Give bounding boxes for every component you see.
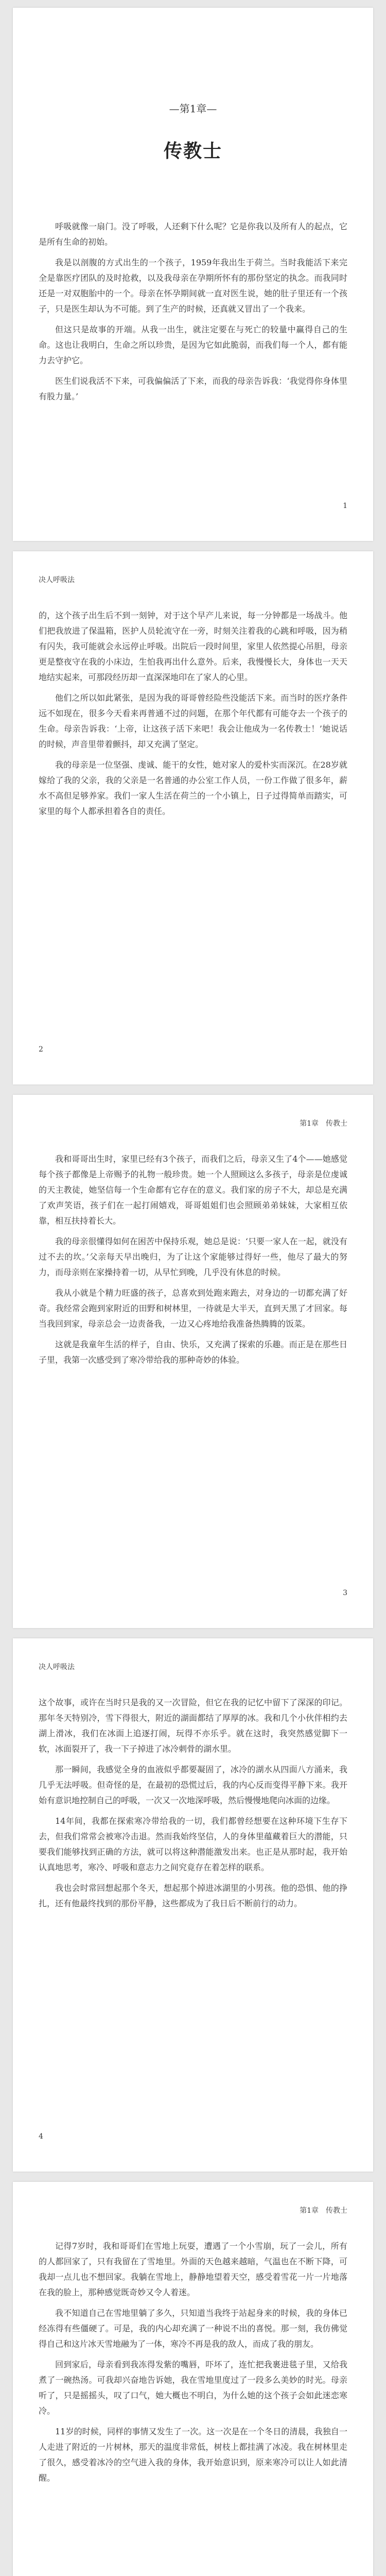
paragraph: 我和哥哥出生时，家里已经有3个孩子，而我们之后，母亲又生了4个——她感觉每个孩子都像是上帝赐予的礼物一般珍贵。她一个人照顾这么多孩子，母亲是位虔诚的天主教徒，她坚信每一个生命都有它存在的意义。我们家的房子不大，却总是充满了欢声笑语，孩子们在一起打闹嬉戏，哥哥姐姐们也会照顾弟弟妹妹，大家相互依靠，相互扶持着长大。 (39, 1154, 347, 1226)
paragraph: 我的母亲是一位坚强、虔诚、能干的女性，她对家人的爱朴实而深沉。在28岁就嫁给了我的父亲，我的父亲是一名普通的办公室工作人员，一份工作做了很多年，薪水不高但足够养家。我们一家人生活在荷兰的一个小镇上，日子过得简单而踏实，可家里的每个人都承担着各自的责任。 (39, 760, 347, 816)
paragraph: 那一瞬间，我感觉全身的血液似乎都要凝固了，冰冷的湖水从四面八方涌来，我几乎无法呼吸。但奇怪的是，在最初的恐慌过后，我的内心反而变得平静下来。我开始有意识地控制自己的呼吸，一次又一次地深呼吸，然后慢慢地爬向冰面的边缘。 (39, 1765, 347, 1805)
paragraph: 我不知道自己在雪地里躺了多久，只知道当我终于站起身来的时候，我的身体已经冻得有些僵硬了。可是，我的内心却充满了一种说不出的喜悦。那一刻，我仿佛觉得自己和这片冰天雪地融为了一体，寒冷不再是我的敌人，而成了我的朋友。 (39, 2308, 347, 2349)
page-5 (13, 2182, 373, 2576)
page-body (39, 219, 347, 404)
page-2 (13, 551, 373, 1084)
paragraph: 11岁的时候，同样的事情又发生了一次。这一次是在一个冬日的清晨，我独自一人走进了附近的一片树林，那天的温度非常低，树枝上都挂满了冰凌。我在树林里走了很久，感受着冰冷的空气进入我的身体，我开始意识到，原来寒冷可以让人如此清醒。 (39, 2427, 347, 2483)
paragraph: 这个故事，或许在当时只是我的又一次冒险，但它在我的记忆中留下了深深的印记。那年冬天特别冷，雪下得很大，附近的湖面都结了厚厚的冰。我和几个小伙伴相约去湖上滑冰，我们在冰面上追逐打闹，玩得不亦乐乎。就在这时，我突然感觉脚下一软，冰面裂开了，我一下子掉进了冰冷刺骨的湖水里。 (39, 1698, 347, 1754)
page-body (39, 608, 347, 819)
page-3 (13, 1095, 373, 1628)
page-number: 4 (39, 2132, 43, 2141)
running-head-chapter: 第1章 传教士 (300, 1120, 347, 1128)
paragraph: 这就是我童年生活的样子，自由、快乐，又充满了探索的乐趣。而正是在那些日子里，我第一次感受到了寒冷带给我的那种奇妙的体验。 (39, 1340, 347, 1365)
page-1 (13, 8, 373, 541)
running-head-book-title: 决人呼吸法 (39, 1663, 75, 1671)
paragraph: 的，这个孩子出生后不到一刻钟，对于这个早产儿来说，每一分钟都是一场战斗。他们把我放进了保温箱，医护人员轮流守在一旁，时刻关注着我的心跳和呼吸，因为稍有闪失，我可能就会永远停止呼吸。出院后一段时间里，家里人依然提心吊胆，母亲更是整夜守在我的小床边，生怕我再出什么意外。后来，我慢慢长大，身体也一天天地结实起来，可那段经历却一直深深地印在了家人的心里。 (39, 611, 347, 682)
paragraph: 14年间，我都在探索寒冷带给我的一切，我们都曾经想要在这种环境下生存下去，但我们常常会被寒冷击退。然而我始终坚信，人的身体里蕴藏着巨大的潜能，只要我们能够找到正确的方法，就可以将这种潜能激发出来。也正是从那时起，我开始认真地思考，寒冷、呼吸和意志力之间究竟存在着怎样的联系。 (39, 1816, 347, 1872)
paragraph: 我的母亲很懂得如何在困苦中保持乐观，她总是说：‘只要一家人在一起，就没有过不去的坎。’父亲每天早出晚归，为了让这个家能够过得好一些，他尽了最大的努力，而母亲则在家操持着一切，从早忙到晚，几乎没有休息的时候。 (39, 1236, 347, 1277)
page-number: 1 (343, 502, 347, 510)
page-body (39, 1151, 347, 1368)
paragraph: 医生们说我活不下来，可我偏偏活了下来，而我的母亲告诉我：‘我觉得你身体里有股力量。’ (39, 376, 347, 401)
paragraph: 我也会时常回想起那个冬天，想起那个掉进冰湖里的小男孩。他的恐惧、他的挣扎，还有他最终找到的那份平静，这些都成为了我日后不断前行的动力。 (39, 1883, 347, 1908)
chapter-title: 传教士 (163, 140, 222, 162)
paragraph: 我是以剖腹的方式出生的一个孩子，1959年我出生于荷兰。当时我能活下来完全是靠医疗团队的及时抢救，以及我母亲在孕期所怀有的那份坚定的执念。而我同时还是一对双胞胎中的一个。母亲在怀孕期间就一直对医生说，她的肚子里还有一个孩子，只是医生却认为不可能。到了生产的时候，还真就又冒出了一个我来。 (39, 258, 347, 314)
paragraph: 但这只是故事的开端。从我一出生，就注定要在与死亡的较量中赢得自己的生命。这也让我明白，生命之所以珍贵，是因为它如此脆弱，而我们每一个人，都有能力去守护它。 (39, 325, 347, 365)
paragraph: 我从小就是个精力旺盛的孩子，总喜欢到处跑来跑去，对身边的一切都充满了好奇。我经常会跑到家附近的田野和树林里，一待就是大半天，直到天黑了才回家。每当我回到家，母亲总会一边责备我，一边又心疼地给我准备热腾腾的饭菜。 (39, 1288, 347, 1329)
running-head-book-title: 决人呼吸法 (39, 576, 75, 584)
chapter-label: —第1章— (169, 103, 217, 115)
paragraph: 回到家后，母亲看到我冻得发紫的嘴唇，吓坏了，连忙把我裹进毯子里，又给我煮了一碗热汤。可我却兴奋地告诉她，我在雪地里度过了一段多么美妙的时光。母亲听了，只是摇摇头，叹了口气，她大概也不明白，为什么她的这个孩子会如此迷恋寒冷。 (39, 2360, 347, 2416)
page-number: 2 (39, 1045, 43, 1054)
running-head-chapter: 第1章 传教士 (300, 2207, 347, 2215)
page-4 (13, 1638, 373, 2172)
paragraph: 记得7岁时，我和哥哥们在雪地上玩耍，遭遇了一个小雪崩，玩了一会儿，所有的人都回家了，只有我留在了雪地里。外面的天色越来越暗，气温也在不断下降，可我却一点儿也不想回家。我躺在雪地上，静静地望着天空，感受着雪花一片一片地落在我的脸上，那种感觉既奇妙又令人着迷。 (39, 2241, 347, 2297)
page-body (39, 1695, 347, 1911)
paragraph: 他们之所以如此紧张，是因为我的哥哥曾经险些没能活下来。而当时的医疗条件远不如现在，很多今天看来再普通不过的问题，在那个年代都有可能夺去一个孩子的生命。母亲告诉我：‘上帝，让这孩子活下来吧！我会让他成为一名传教士！’她说话的时候，声音里带着颤抖，却又充满了坚定。 (39, 693, 347, 749)
page-number: 3 (343, 1589, 347, 1597)
page-body (39, 2239, 347, 2486)
paragraph: 呼吸就像一扇门。没了呼吸，人还剩下什么呢？它是你我以及所有人的起点，它是所有生命的初始。 (39, 222, 347, 247)
